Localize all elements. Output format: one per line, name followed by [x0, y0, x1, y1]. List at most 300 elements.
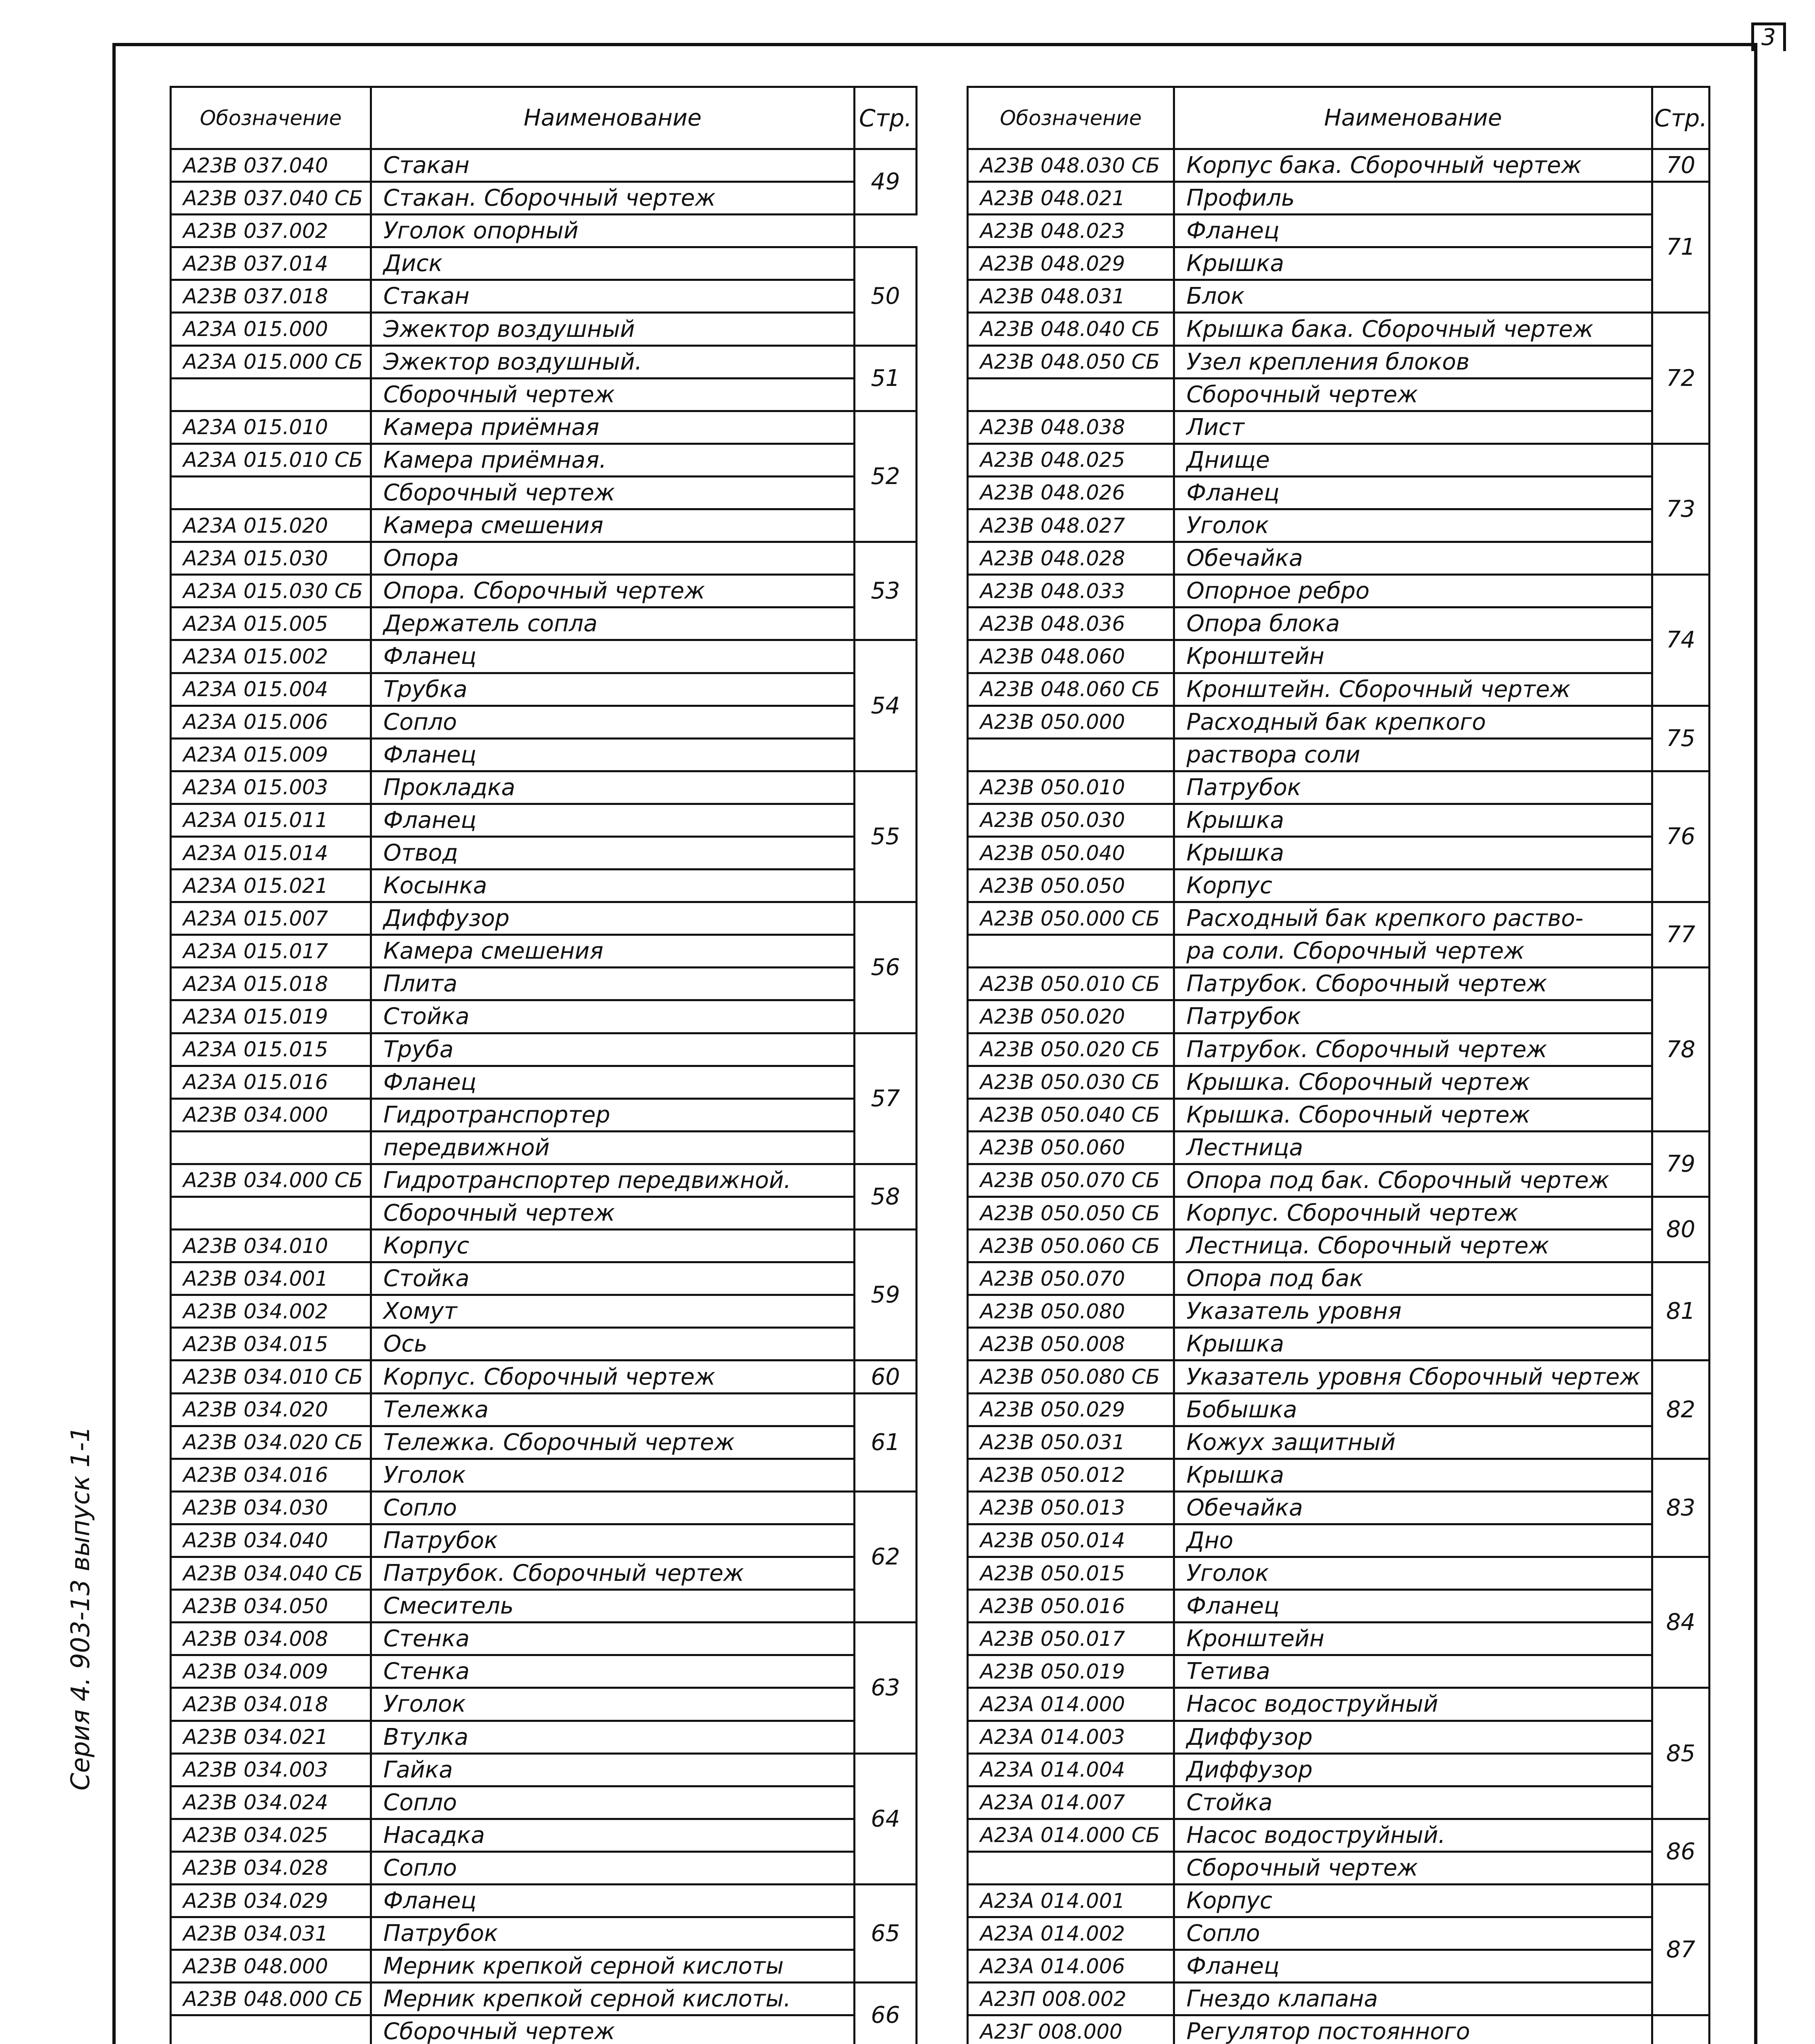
table-row — [171, 378, 917, 411]
designation-cell: А23В 034.000 СБ — [171, 1164, 371, 1197]
name-cell: Кронштейн — [1174, 640, 1652, 673]
designation-cell: А23А 015.003 — [171, 771, 371, 804]
designation-cell: А23В 050.060 СБ — [968, 1230, 1174, 1262]
page-cell: 82 — [1652, 1360, 1710, 1459]
name-cell: Диффузор — [371, 902, 855, 935]
table-row — [171, 1033, 917, 1066]
designation-cell: А23В 050.040 СБ — [968, 1098, 1174, 1131]
table-row — [968, 1623, 1710, 1655]
table-row — [968, 804, 1710, 836]
table-row — [968, 1426, 1710, 1459]
page-cell: 64 — [855, 1753, 917, 1884]
name-cell: Диск — [371, 247, 855, 280]
designation-cell: А23В 050.030 СБ — [968, 1066, 1174, 1098]
designation-cell: А23А 014.000 СБ — [968, 1819, 1174, 1851]
name-cell: Корпус — [1174, 870, 1652, 902]
table-row — [171, 1131, 917, 1164]
designation-cell: А23В 048.000 СБ — [171, 1983, 371, 2015]
designation-cell: А23А 015.030 — [171, 542, 371, 575]
name-cell: Насадка — [371, 1819, 855, 1851]
table-row — [171, 247, 917, 280]
designation-cell: А23В 034.025 — [171, 1819, 371, 1851]
table-row — [171, 607, 917, 640]
designation-cell: А23А 015.010 СБ — [171, 444, 371, 476]
table-row — [171, 313, 917, 345]
designation-cell: А23А 015.016 — [171, 1066, 371, 1098]
page-cell: 76 — [1652, 771, 1710, 902]
table-row — [171, 215, 917, 247]
table-row — [968, 149, 1710, 182]
table-row — [171, 1688, 917, 1721]
table-row — [968, 1851, 1710, 1884]
table-row — [171, 1230, 917, 1262]
name-cell: Обечайка — [1174, 1491, 1652, 1524]
name-cell: Фланец — [371, 738, 855, 771]
designation-cell: А23В 050.010 СБ — [968, 968, 1174, 1000]
designation-cell: А23В 050.030 — [968, 804, 1174, 836]
table-row — [968, 836, 1710, 869]
name-cell: Сборочный чертеж — [1174, 378, 1652, 411]
designation-cell: А23А 015.014 — [171, 836, 371, 869]
page-cell: 75 — [1652, 706, 1710, 771]
designation-cell: А23В 050.040 — [968, 836, 1174, 869]
designation-cell: А23В 034.009 — [171, 1655, 371, 1688]
series-label: Серия 4. 903-13 выпуск 1-1 — [65, 1426, 95, 1791]
name-cell: Корпус. Сборочный чертеж — [1174, 1197, 1652, 1230]
name-cell: Патрубок — [371, 1917, 855, 1950]
designation-cell: А23В 034.020 СБ — [171, 1426, 371, 1459]
table-row — [968, 968, 1710, 1000]
table-row — [968, 935, 1710, 968]
name-cell: Фланец — [371, 1066, 855, 1098]
table-row — [968, 1000, 1710, 1033]
page-cell: 74 — [1652, 575, 1710, 706]
table-row — [171, 738, 917, 771]
name-cell: Крышка — [1174, 804, 1652, 836]
designation-cell: А23В 048.038 — [968, 411, 1174, 444]
page-number: 3 — [1751, 22, 1786, 51]
name-cell: Стакан — [371, 149, 855, 182]
table-row — [171, 673, 917, 706]
table-row — [171, 149, 917, 182]
name-cell: Прокладка — [371, 771, 855, 804]
designation-cell: А23В 050.080 СБ — [968, 1360, 1174, 1393]
table-row — [171, 1262, 917, 1295]
table-row — [968, 1524, 1710, 1557]
name-cell: Указатель уровня Сборочный чертеж — [1174, 1360, 1652, 1393]
table-row — [968, 870, 1710, 902]
designation-cell: А23В 048.027 — [968, 509, 1174, 542]
designation-cell: А23А 015.015 — [171, 1033, 371, 1066]
table-row — [968, 313, 1710, 345]
name-cell: Гидротранспортер — [371, 1098, 855, 1131]
table-row — [171, 935, 917, 968]
designation-cell: А23В 034.018 — [171, 1688, 371, 1721]
name-cell: Крышка бака. Сборочный чертеж — [1174, 313, 1652, 345]
name-cell: передвижной — [371, 1131, 855, 1164]
designation-cell: А23В 034.015 — [171, 1328, 371, 1360]
name-cell: ра соли. Сборочный чертеж — [1174, 935, 1652, 968]
designation-cell: А23В 048.060 СБ — [968, 673, 1174, 706]
table-row — [968, 280, 1710, 313]
designation-cell: А23В 034.030 — [171, 1491, 371, 1524]
table-row — [171, 706, 917, 738]
name-cell: Камера приёмная. — [371, 444, 855, 476]
table-row — [171, 1066, 917, 1098]
name-cell: Мерник крепкой серной кислоты. — [371, 1983, 855, 2015]
designation-cell: А23В 050.031 — [968, 1426, 1174, 1459]
table-row — [968, 1033, 1710, 1066]
name-cell: Эжектор воздушный. — [371, 345, 855, 378]
table-row — [171, 542, 917, 575]
name-cell: Расходный бак крепкого раство- — [1174, 902, 1652, 935]
name-cell: Корпус — [371, 1230, 855, 1262]
table-row — [171, 1164, 917, 1197]
name-cell: Стенка — [371, 1655, 855, 1688]
name-cell: Стойка — [371, 1000, 855, 1033]
name-cell: Крышка — [1174, 247, 1652, 280]
name-cell: Бобышка — [1174, 1393, 1652, 1426]
name-cell: Фланец — [1174, 1950, 1652, 1983]
table-row — [968, 215, 1710, 247]
table-row — [968, 1491, 1710, 1524]
page-cell: 63 — [855, 1623, 917, 1753]
page-cell: 56 — [855, 902, 917, 1033]
designation-cell — [968, 1851, 1174, 1884]
designation-cell: А23В 050.029 — [968, 1393, 1174, 1426]
name-cell: Гидротранспортер передвижной. — [371, 1164, 855, 1197]
table-row — [171, 1590, 917, 1623]
designation-cell: А23В 050.000 — [968, 706, 1174, 738]
designation-cell: А23В 034.000 — [171, 1098, 371, 1131]
name-cell: Лестница. Сборочный чертеж — [1174, 1230, 1652, 1262]
name-cell: Хомут — [371, 1295, 855, 1328]
designation-cell: А23В 037.018 — [171, 280, 371, 313]
name-cell: Патрубок. Сборочный чертеж — [1174, 968, 1652, 1000]
table-row — [171, 902, 917, 935]
designation-cell: А23А 014.003 — [968, 1721, 1174, 1753]
designation-cell: А23В 034.003 — [171, 1753, 371, 1786]
name-cell: Крышка. Сборочный чертеж — [1174, 1066, 1652, 1098]
name-cell: Диффузор — [1174, 1721, 1652, 1753]
table-row — [968, 411, 1710, 444]
designation-cell: А23А 015.018 — [171, 968, 371, 1000]
table-row — [171, 640, 917, 673]
name-cell: Стойка — [371, 1262, 855, 1295]
designation-cell: А23Г 008.000 — [968, 2015, 1174, 2044]
table-row — [968, 1328, 1710, 1360]
name-cell: Крышка — [1174, 1328, 1652, 1360]
table-row — [171, 804, 917, 836]
name-cell: Стакан — [371, 280, 855, 313]
name-cell: Опора. Сборочный чертеж — [371, 575, 855, 607]
designation-cell: А23В 034.010 СБ — [171, 1360, 371, 1393]
name-cell: Насос водоструйный. — [1174, 1819, 1652, 1851]
table-row — [171, 476, 917, 509]
table-row — [968, 509, 1710, 542]
name-cell: Сопло — [371, 706, 855, 738]
table-row — [171, 1950, 917, 1983]
page-cell: 53 — [855, 542, 917, 640]
table-row — [171, 1393, 917, 1426]
designation-cell: А23В 050.019 — [968, 1655, 1174, 1688]
table-row — [171, 345, 917, 378]
name-cell: Трубка — [371, 673, 855, 706]
header-page: Стр. — [855, 87, 917, 149]
designation-cell: А23А 015.021 — [171, 870, 371, 902]
name-cell: Корпус. Сборочный чертеж — [371, 1360, 855, 1393]
designation-cell: А23А 015.010 — [171, 411, 371, 444]
table-row — [968, 640, 1710, 673]
page-cell: 86 — [1652, 1819, 1710, 1884]
name-cell: Патрубок. Сборочный чертеж — [1174, 1033, 1652, 1066]
page-cell: 58 — [855, 1164, 917, 1229]
table-row — [968, 1983, 1710, 2015]
designation-cell: А23В 050.080 — [968, 1295, 1174, 1328]
designation-cell: А23В 050.010 — [968, 771, 1174, 804]
table-row — [171, 1360, 917, 1393]
designation-cell: А23В 050.000 СБ — [968, 902, 1174, 935]
designation-cell: А23А 014.006 — [968, 1950, 1174, 1983]
designation-cell: А23А 015.000 СБ — [171, 345, 371, 378]
name-cell: Эжектор воздушный — [371, 313, 855, 345]
designation-cell: А23В 034.029 — [171, 1884, 371, 1917]
name-cell: Уголок — [1174, 1557, 1652, 1590]
table-row — [968, 1786, 1710, 1819]
designation-cell: А23В 050.070 — [968, 1262, 1174, 1295]
table-row — [968, 345, 1710, 378]
table-row — [968, 1721, 1710, 1753]
name-cell: Камера смешения — [371, 935, 855, 968]
page-cell: 61 — [855, 1393, 917, 1491]
table-row — [968, 1295, 1710, 1328]
page-cell: 72 — [1652, 313, 1710, 444]
name-cell: Насос водоструйный — [1174, 1688, 1652, 1721]
designation-cell: А23В 050.016 — [968, 1590, 1174, 1623]
name-cell: Опорное ребро — [1174, 575, 1652, 607]
designation-cell: А23А 014.004 — [968, 1753, 1174, 1786]
page-cell — [1652, 2015, 1710, 2044]
page-cell: 85 — [1652, 1688, 1710, 1819]
designation-cell: А23В 037.040 СБ — [171, 182, 371, 215]
name-cell: Кожух защитный — [1174, 1426, 1652, 1459]
name-cell: Крышка — [1174, 836, 1652, 869]
designation-cell: А23В 050.050 СБ — [968, 1197, 1174, 1230]
table-row — [968, 1393, 1710, 1426]
table-row — [171, 509, 917, 542]
name-cell: Косынка — [371, 870, 855, 902]
table-row — [171, 1197, 917, 1230]
table-row — [171, 1753, 917, 1786]
name-cell: Сопло — [371, 1851, 855, 1884]
table-row — [171, 1983, 917, 2015]
name-cell: Сопло — [371, 1786, 855, 1819]
page-cell: 57 — [855, 1033, 917, 1164]
page-cell: 70 — [1652, 149, 1710, 182]
designation-cell: А23В 050.020 СБ — [968, 1033, 1174, 1066]
designation-cell: А23В 050.012 — [968, 1459, 1174, 1491]
table-row — [968, 1459, 1710, 1491]
page-cell: 60 — [855, 1360, 917, 1393]
name-cell: Корпус бака. Сборочный чертеж — [1174, 149, 1652, 182]
designation-cell: А23В 048.030 СБ — [968, 149, 1174, 182]
name-cell: Фланец — [1174, 1590, 1652, 1623]
name-cell: Сборочный чертеж — [371, 378, 855, 411]
designation-cell: А23А 015.005 — [171, 607, 371, 640]
table-row — [968, 1164, 1710, 1197]
table-row — [171, 1098, 917, 1131]
page-cell: 51 — [855, 345, 917, 411]
name-cell: Патрубок — [371, 1524, 855, 1557]
designation-cell: А23В 050.060 — [968, 1131, 1174, 1164]
designation-cell: А23В 048.029 — [968, 247, 1174, 280]
contents-table-right — [967, 86, 1710, 2044]
name-cell: Патрубок — [1174, 1000, 1652, 1033]
table-row — [171, 1884, 917, 1917]
table-row — [968, 1360, 1710, 1393]
table-row — [968, 706, 1710, 738]
name-cell: Тележка — [371, 1393, 855, 1426]
table-row — [171, 1655, 917, 1688]
designation-cell — [171, 1197, 371, 1230]
designation-cell: А23В 034.031 — [171, 1917, 371, 1950]
designation-cell: А23В 034.002 — [171, 1295, 371, 1328]
table-row — [968, 1655, 1710, 1688]
table-row — [171, 1851, 917, 1884]
designation-cell: А23В 050.020 — [968, 1000, 1174, 1033]
designation-cell: А23В 048.025 — [968, 444, 1174, 476]
name-cell: Смеситель — [371, 1590, 855, 1623]
table-row — [968, 575, 1710, 607]
name-cell: Держатель сопла — [371, 607, 855, 640]
header-page: Стр. — [1652, 87, 1710, 149]
page-cell: 77 — [1652, 902, 1710, 968]
designation-cell: А23В 034.010 — [171, 1230, 371, 1262]
name-cell: Гайка — [371, 1753, 855, 1786]
designation-cell: А23В 048.060 — [968, 640, 1174, 673]
designation-cell: А23А 014.001 — [968, 1884, 1174, 1917]
table-row — [171, 1459, 917, 1491]
table-row — [171, 968, 917, 1000]
table-row — [968, 1950, 1710, 1983]
table-row — [968, 476, 1710, 509]
header-oboznachenie: Обозначение — [171, 87, 371, 149]
designation-cell: А23В 050.008 — [968, 1328, 1174, 1360]
designation-cell: А23В 037.040 — [171, 149, 371, 182]
contents-table-left — [170, 86, 918, 2044]
table-row — [968, 1917, 1710, 1950]
designation-cell: А23В 050.070 СБ — [968, 1164, 1174, 1197]
page-cell: 52 — [855, 411, 917, 542]
name-cell: Уголок — [1174, 509, 1652, 542]
name-cell: Патрубок. Сборочный чертеж — [371, 1557, 855, 1590]
table-row — [171, 1786, 917, 1819]
designation-cell: А23В 048.023 — [968, 215, 1174, 247]
table-row — [968, 771, 1710, 804]
name-cell: Кронштейн — [1174, 1623, 1652, 1655]
table-row — [968, 1066, 1710, 1098]
table-row — [968, 607, 1710, 640]
name-cell: Дно — [1174, 1524, 1652, 1557]
name-cell: Фланец — [371, 1884, 855, 1917]
designation-cell: А23А 015.030 СБ — [171, 575, 371, 607]
designation-cell: А23В 048.028 — [968, 542, 1174, 575]
page-cell: 65 — [855, 1884, 917, 1982]
table-row — [968, 673, 1710, 706]
name-cell: Сопло — [371, 1491, 855, 1524]
designation-cell: А23В 050.050 — [968, 870, 1174, 902]
name-cell: Сборочный чертеж — [1174, 1851, 1652, 1884]
table-row — [171, 1491, 917, 1524]
table-row — [171, 836, 917, 869]
name-cell: Опора под бак. Сборочный чертеж — [1174, 1164, 1652, 1197]
designation-cell: А23П 008.002 — [968, 1983, 1174, 2015]
designation-cell — [171, 1131, 371, 1164]
page-cell: 80 — [1652, 1197, 1710, 1262]
table-row — [968, 1557, 1710, 1590]
table-row — [968, 1197, 1710, 1230]
designation-cell: А23В 050.015 — [968, 1557, 1174, 1590]
designation-cell: А23В 034.040 — [171, 1524, 371, 1557]
name-cell: Уголок — [371, 1459, 855, 1491]
table-row — [968, 1262, 1710, 1295]
designation-cell: А23А 015.009 — [171, 738, 371, 771]
name-cell: Лестница — [1174, 1131, 1652, 1164]
table-row — [171, 1295, 917, 1328]
table-row — [171, 870, 917, 902]
designation-cell: А23А 015.011 — [171, 804, 371, 836]
table-row — [968, 1884, 1710, 1917]
table-row — [171, 1721, 917, 1753]
name-cell: Уголок — [371, 1688, 855, 1721]
designation-cell: А23А 015.019 — [171, 1000, 371, 1033]
name-cell: Ось — [371, 1328, 855, 1360]
table-row — [968, 902, 1710, 935]
designation-cell: А23В 048.040 СБ — [968, 313, 1174, 345]
page-cell: 83 — [1652, 1459, 1710, 1557]
table-row — [171, 444, 917, 476]
table-row — [968, 1819, 1710, 1851]
designation-cell: А23В 048.026 — [968, 476, 1174, 509]
designation-cell: А23В 048.033 — [968, 575, 1174, 607]
name-cell: Профиль — [1174, 182, 1652, 215]
table-row — [171, 280, 917, 313]
name-cell: Опора под бак — [1174, 1262, 1652, 1295]
name-cell: Камера смешения — [371, 509, 855, 542]
name-cell: Опора — [371, 542, 855, 575]
designation-cell: А23В 050.017 — [968, 1623, 1174, 1655]
designation-cell: А23В 034.001 — [171, 1262, 371, 1295]
page-cell: 55 — [855, 771, 917, 902]
page-cell: 49 — [855, 149, 917, 215]
table-row — [968, 1230, 1710, 1262]
designation-cell: А23В 048.036 — [968, 607, 1174, 640]
page-cell: 54 — [855, 640, 917, 771]
header-oboznachenie: Обозначение — [968, 87, 1174, 149]
designation-cell: А23В 048.050 СБ — [968, 345, 1174, 378]
page-cell: 62 — [855, 1491, 917, 1622]
designation-cell — [171, 2015, 371, 2044]
table-row — [968, 1688, 1710, 1721]
designation-cell: А23В 034.008 — [171, 1623, 371, 1655]
name-cell: Крышка — [1174, 1459, 1652, 1491]
name-cell: Плита — [371, 968, 855, 1000]
name-cell: Обечайка — [1174, 542, 1652, 575]
table-row — [171, 1000, 917, 1033]
page-cell: 50 — [855, 247, 917, 345]
designation-cell: А23В 034.024 — [171, 1786, 371, 1819]
page-cell: 78 — [1652, 968, 1710, 1131]
